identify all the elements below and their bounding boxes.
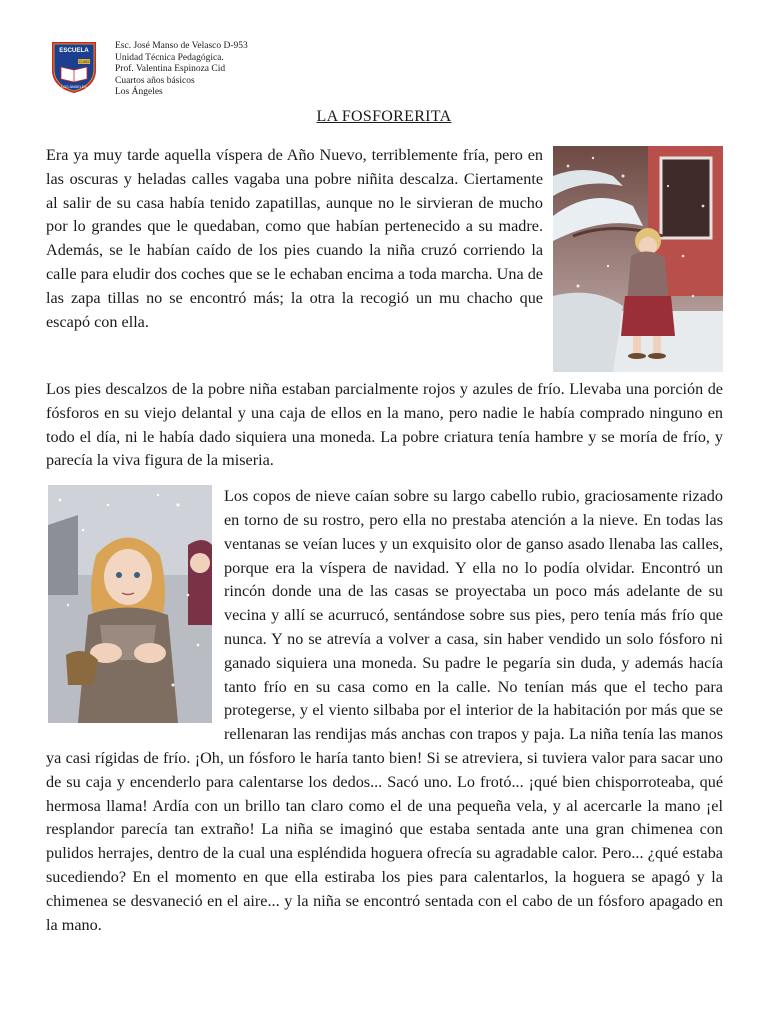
paragraph-1: Era ya muy tarde aquella víspera de Año Nuevo, terriblemente fría, pero en las oscuras y heladas calles vagaba una pobre niñita descalza. Ciertamente al salir de su casa había tenido zapatillas, aunque no le sirvieran de mucho por lo grandes que le quedaban, como que habían pertenecido a su madre. Además, se le habían caído de los pies cuando la niña cruzó corriendo la calle para eludir dos coches que se le echaban encima a toda marcha. Una de las zapa tillas no se encontró más; la otra la recogió un mu chacho que escapó con ella. bbox=[46, 146, 543, 331]
school-logo bbox=[48, 40, 100, 94]
story-text bbox=[46, 144, 723, 949]
school-unit: Unidad Técnica Pedagógica. bbox=[115, 52, 224, 63]
paragraph-2: Los pies descalzos de la pobre niña estaban parcialmente rojos y azules de frío. Llevaba una porción de fósforos en su viejo delantal y una caja de ellos en la mano, pero nadie le había comprado ninguno en todo el día, ni le había dado siquiera una moneda. La pobre criatura tenía hambre y se moría de frío, y parecía la viva figura de la miseria. bbox=[46, 380, 723, 470]
grade-level: Cuartos años básicos bbox=[115, 75, 195, 86]
school-info bbox=[115, 41, 335, 99]
logo-badge-text: D-953 bbox=[78, 60, 90, 64]
school-name: Esc. José Manso de Velasco D-953 bbox=[115, 41, 248, 51]
logo-top-text: ESCUELA bbox=[59, 47, 89, 54]
school-city: Los Ángeles bbox=[115, 87, 163, 97]
paragraph-3: Los copos de nieve caían sobre su largo cabello rubio, graciosamente rizado en torno de su rostro, pero ella no prestaba atención a la nieve. En todas las ventanas se veían luces y un exquisito olor de ganso asado llenaba las calles, porque era la víspera de navidad. Y ella no lo podía olvidar. Encontró un rincón donde una de las casas se proyectaba un poco más adelante de su vecina y allí se acurrucó, sentándose sobre sus pies, pero tenía más frío que nunca. Y no se atrevía a volver a casa, sin haber vendido un solo fósforo ni ganado siquiera una moneda. Su padre le pegaría sin duda, y además hacía tanto frío en su casa como en la calle. No tenían más que el techo para protegerse, y el viento silbaba por el interior de la habitación por más que se rellenaran las rendijas más anchas con trapos y paja. La niña tenía las manos ya casi rígidas de frío. ¡Oh, un fósforo le haría tanto bien! Si se atreviera, si tuviera valor para sacar uno de su caja y encenderlo para calentarse los dedos... Sacó uno. Lo frotó... ¡qué bien chisporroteaba, qué hermosa llama! Ardía con un brillo tan claro como el de una pequeña vela, y al acercarle la mano ¡el resplandor parecía tan extraño! La niña se imaginó que estaba sentada ante una gran chimenea con pulidos herrajes, dentro de la cual una espléndida hoguera ofrecía su agradable calor. Pero... ¿qué estaba sucediendo? En el momento en que ella estiraba los pies para calentarlos, la hoguera se apagó y la chimenea se desvaneció en el aire... y la niña se encontró sentada con el cabo de un fósforo apagado en la mano. bbox=[46, 487, 723, 934]
snow-girl-illustration bbox=[553, 146, 723, 372]
page-title: LA FOSFORERITA bbox=[316, 108, 452, 125]
match-girl-illustration bbox=[48, 485, 212, 723]
teacher-name: Prof. Valentina Espinoza Cid bbox=[115, 64, 226, 74]
logo-bottom-text: LOS ÁNGELES bbox=[61, 85, 87, 89]
